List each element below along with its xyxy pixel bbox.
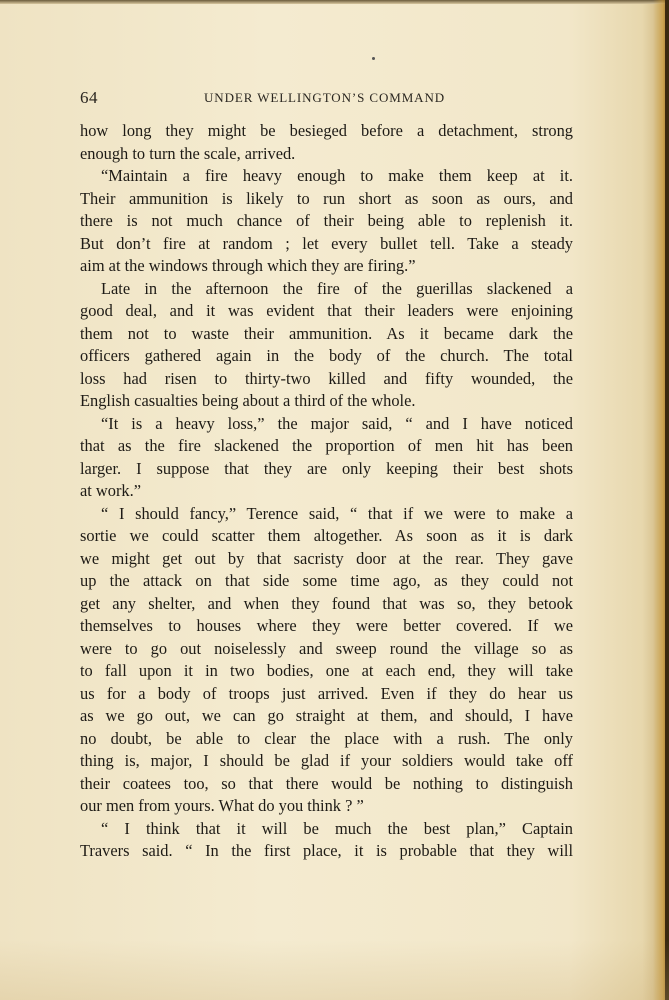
- spine-edge: [665, 0, 669, 1000]
- text-line: enough to turn the scale, arrived.: [80, 143, 296, 163]
- text-line: thing is, major, I should be glad if your soldiers would take off: [80, 751, 573, 770]
- text-line: Their ammunition is likely to run short as soon as ours, and: [80, 188, 573, 208]
- text-line: our men from yours. What do you think ? ”: [80, 796, 364, 815]
- text-line: Travers said. “ In the first place, it is probable that they will: [80, 841, 573, 860]
- page-bottom-tint: [0, 940, 669, 1000]
- body-text: [80, 120, 573, 863]
- text-line: to fall upon it in two bodies, one at each end, they will take: [80, 661, 573, 680]
- text-line: get any shelter, and when they found that was so, they betook: [80, 593, 573, 613]
- text-line: up the attack on that side some time ago, as they could not: [80, 571, 573, 590]
- text-line: themselves to houses where they were better covered. If we: [80, 616, 573, 635]
- text-line: loss had risen to thirty-two killed and fifty wounded, the: [80, 368, 573, 388]
- text-line: their coatees too, so that there would be nothing to distinguish: [80, 773, 573, 793]
- text-line: no doubt, be able to clear the place with a rush. The only: [80, 728, 573, 748]
- text-line: at work.”: [80, 481, 141, 500]
- text-line: them not to waste their ammunition. As it became dark the: [80, 323, 573, 343]
- text-line: that as the fire slackened the proportion of men hit has been: [80, 436, 573, 455]
- text-line: “ I should fancy,” Terence said, “ that if we were to make a: [101, 503, 573, 523]
- text-line: English casualties being about a third of the whole.: [80, 391, 416, 410]
- text-line: “It is a heavy loss,” the major said, “ and I have noticed: [101, 413, 573, 433]
- text-line: larger. I suppose that they are only keeping their best shots: [80, 458, 573, 478]
- text-line: “ I think that it will be much the best plan,” Captain: [101, 818, 573, 838]
- running-title: UNDER WELLINGTON’S COMMAND: [204, 90, 446, 105]
- print-speck: [372, 57, 375, 60]
- text-line: “Maintain a fire heavy enough to make them keep at it.: [101, 166, 573, 185]
- text-line: how long they might be besieged before a detachment, strong: [80, 121, 573, 140]
- text-line: were to go out noiselessly and sweep round the village so as: [80, 638, 573, 658]
- page-number: 64: [80, 88, 98, 107]
- text-line: as we go out, we can go straight at them, and should, I have: [80, 706, 573, 725]
- text-line: Late in the afternoon the fire of the guerillas slackened a: [101, 278, 573, 298]
- text-line: we might get out by that sacristy door at the rear. They gave: [80, 548, 573, 568]
- text-line: aim at the windows through which they are firing.”: [80, 256, 416, 275]
- page-header: [80, 88, 572, 110]
- text-line: us for a body of troops just arrived. Even if they do hear us: [80, 683, 573, 703]
- text-line: But don’t fire at random ; let every bullet tell. Take a steady: [80, 233, 573, 253]
- text-line: good deal, and it was evident that their leaders were enjoining: [80, 301, 573, 320]
- page-top-edge: [0, 0, 669, 4]
- text-line: sortie we could scatter them altogether. As soon as it is dark: [80, 526, 573, 545]
- text-line: there is not much chance of their being able to replenish it.: [80, 211, 573, 230]
- text-line: officers gathered again in the body of the church. The total: [80, 346, 573, 365]
